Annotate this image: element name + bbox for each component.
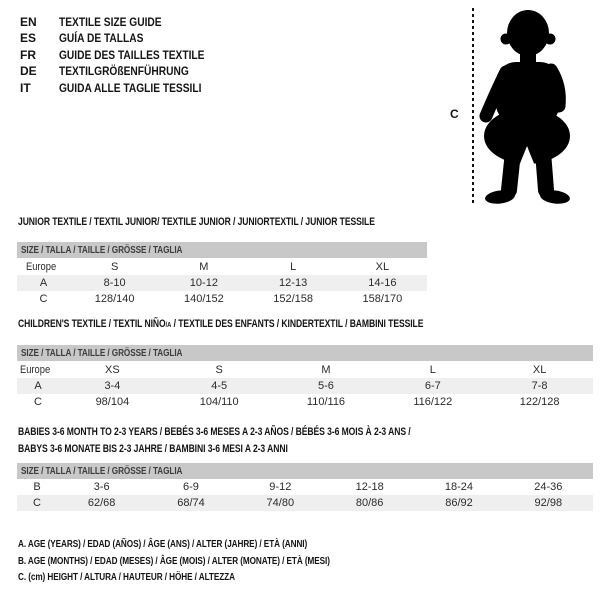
cell: 6-9	[183, 481, 199, 493]
table-row	[17, 479, 593, 495]
cell: 12-18	[355, 481, 384, 493]
cell: 9-12	[269, 481, 292, 493]
lang-row-es	[20, 30, 230, 46]
cell: 110/116	[306, 396, 346, 408]
row-label: C	[39, 293, 48, 305]
cell: 14-16	[338, 275, 427, 291]
lang-title: GUÍA DE TALLAS	[59, 31, 144, 46]
cell: 3-6	[93, 481, 110, 493]
row-label: A	[17, 275, 70, 291]
cell: 3-4	[59, 378, 166, 394]
baby-silhouette	[477, 6, 579, 208]
col-header: S	[215, 363, 223, 376]
babies-table-title: BABIES 3-6 MONTH TO 2-3 YEARS / BEBÉS 3-6 MESES A 2-3 AÑOS / BÉBÉS 3-6 MOIS À 2-3 ANS / BABYS 3-6 MONATE BIS 2-3 JAHRE / BAMBINI 3-6 MESI A 2-3 ANNI	[18, 426, 411, 455]
lang-row-fr	[20, 47, 230, 63]
cell: 6-7	[379, 378, 486, 394]
row-label: C	[17, 495, 57, 511]
col-header: M	[321, 363, 331, 376]
height-measure-label: C	[450, 107, 459, 121]
cell: 7-8	[486, 378, 593, 394]
cell: 10-12	[159, 275, 248, 291]
children-size-table	[17, 345, 593, 410]
lang-title: GUIDA ALLE TAGLIE TESSILI	[59, 80, 202, 95]
cell: 122/128	[519, 396, 560, 408]
lang-title: GUIDE DES TAILLES TEXTILE	[59, 47, 205, 62]
col-header: XL	[375, 260, 390, 273]
col-header: XL	[532, 363, 547, 376]
cell: 62/68	[57, 495, 146, 511]
col-header: S	[110, 260, 119, 273]
cell: 158/170	[362, 293, 403, 305]
lang-code: DE	[20, 64, 37, 79]
lang-row-en	[20, 14, 230, 30]
lang-code: ES	[20, 31, 37, 46]
note-c: C. (cm) HEIGHT / ALTURA / HAUTEUR / HÖHE / ALTEZZA	[18, 571, 235, 584]
language-title-block	[20, 14, 230, 96]
junior-size-table	[17, 242, 427, 307]
col-header: L	[429, 363, 436, 376]
row-label: C	[34, 396, 42, 408]
table-row	[17, 394, 593, 410]
children-table-title: CHILDREN'S TEXTILE / TEXTIL NIÑO/A / TEXTILE DES ENFANTS / KINDERTEXTIL / BAMBINI TESSILE	[18, 318, 424, 330]
lang-code: IT	[20, 80, 31, 95]
cell: 152/158	[273, 293, 313, 305]
lang-title: TEXTILGRÖßENFÜHRUNG	[59, 64, 189, 79]
size-bar-label: SIZE / TALLA / TAILLE / GRÖSSE / TAGLIA	[21, 465, 183, 477]
subscript: /A	[165, 320, 172, 329]
cell: 12-13	[249, 275, 338, 291]
lang-row-de	[20, 63, 230, 79]
col-header: L	[290, 260, 297, 273]
lang-title: TEXTILE SIZE GUIDE	[59, 15, 162, 29]
babies-size-table	[17, 463, 593, 511]
size-bar-label: SIZE / TALLA / TAILLE / GRÖSSE / TAGLIA	[21, 244, 183, 256]
col-header: M	[199, 260, 209, 273]
row-label: B	[33, 481, 41, 493]
cell: 116/122	[413, 396, 453, 408]
cell: 86/92	[414, 495, 503, 511]
col-header: XS	[105, 363, 120, 376]
column-header-row	[17, 361, 593, 378]
cell: 92/98	[504, 495, 593, 511]
note-b: B. AGE (MONTHS) / EDAD (MESES) / ÂGE (MOIS) / ALTER (MONATE) / ETÀ (MESI)	[18, 554, 330, 567]
cell: 80/86	[325, 495, 414, 511]
cell: 5-6	[273, 378, 380, 394]
cell: 18-24	[444, 481, 474, 493]
lang-row-it	[20, 80, 230, 96]
legend-notes	[18, 536, 418, 586]
cell: 104/110	[199, 396, 239, 408]
height-measure-dashed-line	[472, 8, 474, 206]
cell: 24-36	[534, 481, 563, 493]
cell: 128/140	[94, 293, 135, 305]
size-bar	[17, 463, 593, 479]
cell: 98/104	[95, 396, 130, 408]
table-row	[17, 495, 593, 511]
note-a: A. AGE (YEARS) / EDAD (AÑOS) / ÂGE (ANS) / ALTER (JAHRE) / ETÀ (ANNI)	[18, 538, 308, 550]
lang-code: FR	[20, 47, 36, 62]
table-row	[17, 378, 593, 394]
region-label: Europe	[20, 363, 51, 376]
size-bar	[17, 345, 593, 361]
cell: 68/74	[146, 495, 235, 511]
column-header-row	[17, 258, 427, 275]
table-row	[17, 291, 427, 307]
lang-code: EN	[20, 15, 37, 29]
cell: 74/80	[236, 495, 325, 511]
cell: 4-5	[166, 378, 273, 394]
cell: 140/152	[183, 293, 224, 305]
cell: 8-10	[70, 275, 159, 291]
size-bar-label: SIZE / TALLA / TAILLE / GRÖSSE / TAGLIA	[21, 347, 183, 359]
size-bar	[17, 242, 427, 258]
table-row	[17, 275, 427, 291]
region-label: Europe	[25, 260, 56, 273]
row-label: A	[17, 378, 59, 394]
junior-table-title: JUNIOR TEXTILE / TEXTIL JUNIOR/ TEXTILE JUNIOR / JUNIORTEXTIL / JUNIOR TESSILE	[18, 216, 375, 228]
